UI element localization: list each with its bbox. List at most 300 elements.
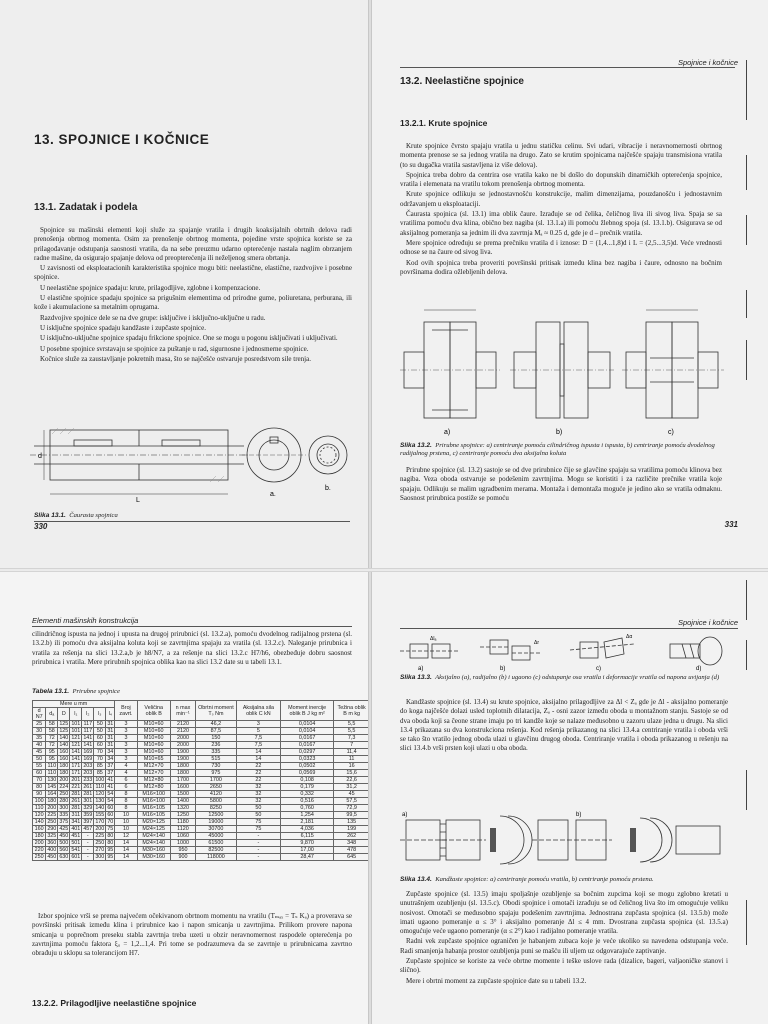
paragraph: U zavisnosti od eksploatacionih karakteristika spojnice mogu biti: neelastične, elastične, razdvojive i posebne spojnice. xyxy=(34,264,352,282)
table-cell: 41 xyxy=(107,777,114,783)
table-cell: 125 xyxy=(59,728,69,734)
table-cell: 281 xyxy=(71,805,81,811)
body-text xyxy=(34,226,352,365)
table-row xyxy=(33,826,370,833)
page-edge xyxy=(746,900,747,945)
page-edge xyxy=(746,770,747,810)
running-header: Elementi mašinskih konstrukcija xyxy=(32,616,139,625)
table-cell: 180 xyxy=(47,798,57,804)
table-cell: 22 xyxy=(236,763,280,770)
table-cell: M30×160 xyxy=(137,847,170,854)
table-cell: - xyxy=(236,833,280,840)
body-text xyxy=(32,630,352,668)
table-cell: 130 xyxy=(47,777,57,783)
table-cell: 1600 xyxy=(170,784,195,791)
paragraph: Zupčaste spojnice (sl. 13.5) imaju spoljašnje ozubljenje sa bočnim zupcima koji se mogu zglobno kretati u unutrašnjem ozubljenju (sl. 13.5.c). Obodi spojnice i omotači izrađuju se od čeličnog liva što im omogućuje veliku nosivost. Omotači se međusobno spajaju podešenim zavrtnjima. Jednostrana zupčasta spojnica (sl. 13.5.b) može imati ugaono pomeranje α ≤ 3° i aksijalno pomeranje Δl ≤ 4 mm. Dvostrana zupčasta spojnica (sl. 13.5.a) omogućuje veće ugaono pomeranje (α ≤ 2°) kao i radijalno pomeranje vratila. xyxy=(400,890,728,936)
table-cell: M24×125 xyxy=(137,826,170,833)
table-cell: 95 xyxy=(46,756,58,763)
table-cell: 225 xyxy=(95,833,105,839)
table-cell: 0,0569 xyxy=(281,770,334,777)
page-332 xyxy=(0,570,370,1024)
table-cell: 325 xyxy=(47,833,57,839)
chapter-title: 13. SPOJNICE I KOČNICE xyxy=(34,132,210,147)
table-cell: 6,115 xyxy=(281,833,334,840)
paragraph: U isključno-uključne spojnice spadaju frikcione spojnice. One se mogu u pogonu isključivati i uključivati. xyxy=(40,334,338,343)
table-cell: M12×70 xyxy=(137,770,170,777)
table-cell: 35 xyxy=(33,735,46,742)
fig-label: a) xyxy=(402,812,408,818)
table-cell: 46,2 xyxy=(196,721,237,728)
table-cell: 85 xyxy=(94,763,106,770)
page-331 xyxy=(370,0,768,570)
fig-label: c) xyxy=(596,666,601,672)
caption-text: Prirubne spojnice xyxy=(72,688,120,695)
table-cell: M12×80 xyxy=(137,784,170,791)
table-cell: 261 xyxy=(83,784,93,790)
table-cell: 200 xyxy=(95,826,105,832)
table-group-header: Mere u mm xyxy=(33,701,115,708)
table-cell: 1800 xyxy=(170,770,195,777)
table-cell: 250 xyxy=(59,791,69,797)
table-cell: 6 xyxy=(115,777,137,784)
table-cell: 140 xyxy=(95,805,105,811)
table-cell: 335 xyxy=(59,812,69,818)
table-cell: 360 xyxy=(47,840,57,846)
table-cell: 180 xyxy=(59,770,69,776)
table-header: l₂ xyxy=(82,708,94,721)
table-cell: 110 xyxy=(33,805,46,812)
table-cell: 950 xyxy=(170,847,195,854)
fig-label: Δα xyxy=(626,634,633,640)
table-cell: 425 xyxy=(59,826,69,832)
table-cell: 70 xyxy=(107,819,114,825)
table-cell: M10×60 xyxy=(137,728,170,735)
table-row xyxy=(33,721,370,728)
table-cell: 41 xyxy=(107,784,114,790)
table-cell: 60 xyxy=(94,742,106,749)
table-cell: 141 xyxy=(71,756,81,762)
table-cell: 31,2 xyxy=(334,784,370,791)
table-header: Obrtni moment Tₛ Nm xyxy=(196,701,237,721)
table-cell: 7,5 xyxy=(236,735,280,742)
table-cell: 130 xyxy=(95,798,105,804)
table-cell: 160 xyxy=(59,756,69,762)
table-cell: 125 xyxy=(59,721,69,727)
table-cell: M12×70 xyxy=(137,763,170,770)
paragraph: Zupčaste spojnice se koriste za veće obrtne momente i teške uslove rada (dizalice, bageri, valjaoničke stanovi i slično). xyxy=(400,957,728,975)
table-cell: 900 xyxy=(170,854,195,861)
table-cell: 19000 xyxy=(196,819,237,826)
table-cell: 630 xyxy=(59,854,69,860)
table-cell: 300 xyxy=(59,805,69,811)
table-cell: 203 xyxy=(83,770,93,776)
table-cell: 171 xyxy=(71,770,81,776)
table-row xyxy=(33,735,370,742)
table-cell: 515 xyxy=(196,756,237,763)
table-cell: 180 xyxy=(59,763,69,769)
table-row xyxy=(33,784,370,791)
table-cell: 110 xyxy=(47,763,57,769)
table-cell: 45 xyxy=(33,749,46,756)
table-cell: 60 xyxy=(107,812,114,818)
paragraph: U neelastične spojnice spadaju: krute, prilagodljive, zglobne i kompenzacione. xyxy=(40,283,261,292)
paragraph: Krute spojnice odlikuju se jednostavnošću konstrukcije, malim dimenzijama, pouzdanošću i jednostavnim održavanjem u eksploataciji. xyxy=(400,190,722,208)
table-cell: 1120 xyxy=(170,826,195,833)
table-cell: 1000 xyxy=(170,840,195,847)
table-cell: 975 xyxy=(196,770,237,777)
table-cell: 90 xyxy=(33,791,46,798)
table-cell: 140 xyxy=(59,735,69,741)
paragraph: U isključne spojnice spadaju kandžaste i zupčaste spojnice. xyxy=(40,323,207,332)
flange-coupling-figure xyxy=(400,300,730,440)
table-cell: - xyxy=(82,833,94,840)
table-cell: 75 xyxy=(236,819,280,826)
table-cell: 3 xyxy=(236,721,280,728)
table-cell: 40 xyxy=(33,742,46,749)
table-cell: 14 xyxy=(236,749,280,756)
table-cell: 450 xyxy=(47,854,57,860)
table-cell: 80 xyxy=(107,840,114,846)
caption-label: Slika 13.4. xyxy=(400,876,432,883)
table-cell: 0,332 xyxy=(281,791,334,798)
table-cell: 141 xyxy=(83,742,93,748)
header-rule xyxy=(400,67,735,68)
fig-label: b) xyxy=(500,666,506,672)
table-cell: M24×140 xyxy=(137,840,170,847)
footer-rule xyxy=(34,521,350,522)
table-cell: 0,0167 xyxy=(281,735,334,742)
table-cell: 95 xyxy=(46,749,58,756)
table-cell: 4 xyxy=(115,763,137,770)
running-header: Spojnice i kočnice xyxy=(677,618,738,627)
table-cell: 2120 xyxy=(170,721,195,728)
table-header: dₐ xyxy=(46,708,58,721)
claw-coupling-figure xyxy=(400,806,730,874)
table-cell: 10 xyxy=(115,819,137,826)
caption-label: Slika 13.2. xyxy=(400,442,432,449)
body-text-2 xyxy=(400,890,728,987)
table-cell: 1800 xyxy=(170,763,195,770)
table-cell: 478 xyxy=(334,847,370,854)
table-cell: 224 xyxy=(59,784,69,790)
section-heading: 13.2. Neelastične spojnice xyxy=(400,76,524,87)
caption-text: Prirubne spojnice: a) centriranje pomoću cilindričnog ispusta i ispusta, b) centriranje pomoću dvodelnog radijalnog prstena, c) centriranje pomoću dva aksijalna koluta xyxy=(400,442,715,457)
table-cell: 1700 xyxy=(196,777,237,784)
table-cell: 250 xyxy=(47,819,57,825)
table-cell: 3 xyxy=(115,749,137,756)
table-cell: 28,47 xyxy=(281,854,334,861)
table-cell: 34 xyxy=(107,756,114,762)
paragraph: Krute spojnice čvrsto spajaju vratila u jednu statičku celinu. Svi udari, vibracije i neravnomernosti obrtnog momenta prenose se sa jednog vratila na drugo. Zato se krutim spojnicama najčešće spajaju transmisiona vratila (to su dugačka vratila sastavljena iz više delova). xyxy=(400,142,722,169)
paragraph: Čaurasta spojnica (sl. 13.1) ima oblik čaure. Izrađuje se od čelika, čeličnog liva ili sivog liva. Spaja se sa vratilima pomoću dva klina, obično bez nagiba (sl. 13.1.a) ili pomoću žlebnog spoja (sl. 13.1.b). Osiguravа se od aksijalnog pomeranja sa jednim ili dva zavrtnja Mₐ ≈ 0.25 d, gde je d – prečnik vratila. xyxy=(400,210,722,237)
figure-label-c: c) xyxy=(668,429,674,436)
table-cell: 270 xyxy=(95,847,105,853)
page-edge xyxy=(746,155,747,190)
table-cell: 4120 xyxy=(196,791,237,798)
table-cell: 70 xyxy=(94,749,106,756)
figure-label-b: b) xyxy=(556,429,563,436)
book-gutter xyxy=(368,0,372,1024)
table-cell: M10×60 xyxy=(137,735,170,742)
table-cell: 400 xyxy=(47,847,57,853)
figure-caption xyxy=(400,674,730,682)
table-cell: 225 xyxy=(47,812,57,818)
table-cell: 14 xyxy=(236,756,280,763)
fig-label: Δlₐ xyxy=(430,636,437,642)
table-cell: 100 xyxy=(33,798,46,805)
table-cell: 601 xyxy=(71,854,81,860)
table-cell: 120 xyxy=(95,791,105,797)
table-cell: 95 xyxy=(107,847,114,853)
table-cell: 8 xyxy=(115,805,137,812)
table-cell: 45000 xyxy=(196,833,237,840)
flange-coupling-table xyxy=(32,700,370,861)
table-cell: 58 xyxy=(46,728,58,735)
figure-caption-2 xyxy=(400,876,730,884)
table-cell: 141 xyxy=(71,749,81,755)
table-row xyxy=(33,756,370,763)
table-cell: 135 xyxy=(334,819,370,826)
paragraph: Prirubne spojnice (sl. 13.2) sastoje se od dve prirubnice čije se glavčine spajaju sa vratilima pomoću klinova bez nagiba. Veza oboda ostvaruje se podešenim zavrtnjima. Mogu se koristiti i za različite prečnike vratila koje spajaju. Odlikuju se malim ugradbenim merama. Montaža i demontaža moguće je jedino ako se vratila odmaknu. Saosnost prirubnica postiže se pomoću xyxy=(400,466,722,502)
table-row xyxy=(33,749,370,756)
table-cell: 11 xyxy=(334,756,370,763)
table-cell: 50 xyxy=(94,721,106,728)
table-cell: 5,5 xyxy=(334,728,370,735)
table-header: Broj zavrt. xyxy=(115,701,137,721)
table-cell: 0,0502 xyxy=(281,763,334,770)
table-row xyxy=(33,833,370,840)
table-cell: M16×105 xyxy=(137,805,170,812)
table-cell: 8 xyxy=(115,798,137,805)
body-text xyxy=(400,698,728,755)
table-cell: 203 xyxy=(83,763,93,769)
header-rule xyxy=(32,626,352,627)
table-cell: 16 xyxy=(334,763,370,770)
table-cell: 57,5 xyxy=(334,798,370,805)
table-cell: 1500 xyxy=(170,791,195,798)
page-edge xyxy=(746,580,747,620)
table-cell: 170 xyxy=(95,819,105,825)
table-cell: 45 xyxy=(334,791,370,798)
table-cell: 55 xyxy=(33,763,46,770)
table-cell: - xyxy=(82,854,94,861)
table-cell: - xyxy=(82,840,94,847)
table-cell: 121 xyxy=(71,742,81,748)
page-330 xyxy=(0,0,370,570)
table-cell: 0,0104 xyxy=(281,728,334,735)
table-cell: - xyxy=(82,847,94,854)
table-cell: 5800 xyxy=(196,798,237,805)
table-cell: 200 xyxy=(59,777,69,783)
paragraph: Kod ovih spojnica treba proveriti površinski pritisak između klina bez nagiba i čaure, odnosno na bočnim površinama dodira ožlebljenih delova. xyxy=(400,258,722,276)
table-cell: 262 xyxy=(334,833,370,840)
header-rule xyxy=(400,628,738,629)
table-cell: 87,5 xyxy=(196,728,237,735)
section-heading: 13.2.2. Prilagodljive neelastične spojnice xyxy=(32,998,197,1008)
table-cell: 12500 xyxy=(196,812,237,819)
table-cell: 348 xyxy=(334,840,370,847)
running-header: Spojnice i kočnice xyxy=(677,58,738,67)
table-cell: 0,179 xyxy=(281,784,334,791)
caption-label: Slika 13.3. xyxy=(400,674,432,681)
table-cell: 150 xyxy=(196,735,237,742)
paragraph: Izbor spojnice vrši se prema najvećem očekivanom obrtnom momentu na vratilu (Tₘₐₓ = Tₛ Kₐ) a proverava se površinski pritisak između klina i prirubnice kao i napon smicanja u zavrtnjima. Prilikom provere napona smicanja u poprečnom preseku stabla zavrtnja treba uzeti u obzir neravnomernost raspodele opterećenja po zavrtnjima pomoću faktora ξᵤ = 1,2...1,4. Pri tome se podrazumeva da se zavrtnjе u prirubnicama zavrtno obrađuju u sklopu sa tolerancijom H7. xyxy=(32,912,352,958)
caption-text: Čaurasta spojnica xyxy=(69,512,118,519)
table-cell: 160 xyxy=(33,826,46,833)
table-cell: - xyxy=(236,840,280,847)
table-cell: 121 xyxy=(71,735,81,741)
table-cell: 1400 xyxy=(170,798,195,805)
table-cell: 22 xyxy=(236,770,280,777)
table-cell: 0,0104 xyxy=(281,721,334,728)
sleeve-coupling-figure xyxy=(30,412,350,508)
table-cell: 290 xyxy=(47,826,57,832)
table-cell: 450 xyxy=(59,833,69,839)
table-cell: 300 xyxy=(95,854,105,860)
table-cell: 169 xyxy=(83,749,93,755)
page-number: 331 xyxy=(724,520,738,529)
table-cell: 180 xyxy=(33,833,46,840)
paragraph: Spojnica treba dobro da centrira ose vratila kako ne bi došlo do dopunskih dinamičkih opterećenja spojnice, vratila i elemenata na vratilu tokom prenošenja obrtnog momenta. xyxy=(400,170,722,189)
table-cell: 1250 xyxy=(170,812,195,819)
table-cell: 140 xyxy=(59,742,69,748)
paragraph: Kočnice služe za zaustavljanje pokretnih masa, što se najčešće ostvaruje posredstvom sile trenja. xyxy=(40,354,311,363)
figure-label-a: a. xyxy=(270,491,276,498)
figure-caption xyxy=(34,512,118,520)
table-cell: 1180 xyxy=(170,819,195,826)
table-header: D xyxy=(58,708,70,721)
table-cell: 155 xyxy=(95,812,105,818)
table-header: l₁ xyxy=(70,708,82,721)
table-cell: 0,0167 xyxy=(281,742,334,749)
table-cell: 5,5 xyxy=(334,721,370,728)
subsection-heading: 13.2.1. Krute spojnice xyxy=(400,118,488,128)
table-cell: 451 xyxy=(71,833,81,839)
table-cell: 54 xyxy=(107,798,114,804)
page-edge xyxy=(746,215,747,245)
table-cell: 0,108 xyxy=(281,777,334,784)
table-cell: 169 xyxy=(83,756,93,762)
table-cell: 3 xyxy=(115,728,137,735)
table-cell: 200 xyxy=(47,805,57,811)
table-cell: 359 xyxy=(83,812,93,818)
table-cell: 31 xyxy=(107,721,114,727)
table-cell: 72,9 xyxy=(334,805,370,812)
table-cell: 10 xyxy=(115,812,137,819)
page-edge xyxy=(746,640,747,670)
table-cell: 1060 xyxy=(170,833,195,840)
table-header: l₄ xyxy=(106,708,115,721)
table-cell: 3 xyxy=(115,735,137,742)
table-cell: 280 xyxy=(59,798,69,804)
table-row xyxy=(33,777,370,784)
table-cell: 37 xyxy=(107,770,114,776)
table-cell: 85 xyxy=(94,770,106,777)
table-cell: M16×105 xyxy=(137,812,170,819)
table-cell: 120 xyxy=(33,812,46,819)
table-header: d N7 xyxy=(33,708,46,721)
table-cell: 50 xyxy=(94,728,106,735)
table-cell: M20×125 xyxy=(137,819,170,826)
table-cell: 645 xyxy=(334,854,370,861)
table-cell: 250 xyxy=(95,840,105,846)
table-cell: 7,5 xyxy=(236,742,280,749)
paragraph: Radni vek zupčaste spojnice ograničen je habanjem zubaca koje je veće ukoliko su navedena odstupanja veće. Radi smanjenja habanja prostor ozubljenja puni se mašću ili uljem uz odgovarajuće zaptivanje. xyxy=(400,937,728,955)
paragraph: Mere i obrtni moment za zupčaste spojnice date su u tabeli 13.2. xyxy=(406,976,587,985)
table-cell: 31 xyxy=(107,742,114,748)
table-header: Težina oblik B m kg xyxy=(334,701,370,721)
table-cell: M10×65 xyxy=(137,756,170,763)
table-cell: 99,5 xyxy=(334,812,370,819)
table-cell: 32 xyxy=(236,784,280,791)
table-cell: 236 xyxy=(196,742,237,749)
table-caption xyxy=(32,688,120,696)
table-row xyxy=(33,819,370,826)
body-text-2 xyxy=(32,912,352,959)
table-cell: 6 xyxy=(115,784,137,791)
table-cell: 95 xyxy=(107,854,114,860)
table-cell: 301 xyxy=(83,798,93,804)
table-cell: 221 xyxy=(71,784,81,790)
table-cell: - xyxy=(236,847,280,854)
table-cell: M12×80 xyxy=(137,777,170,784)
table-cell: 1900 xyxy=(170,756,195,763)
table-cell: 37 xyxy=(107,763,114,769)
table-cell: 80 xyxy=(33,784,46,791)
table-cell: 50 xyxy=(33,756,46,763)
table-cell: 70 xyxy=(94,756,106,763)
table-cell: 70 xyxy=(33,777,46,784)
table-cell: 329 xyxy=(83,805,93,811)
table-cell: 75 xyxy=(107,826,114,832)
table-header: Veličina oblik B xyxy=(137,701,170,721)
table-cell: 8250 xyxy=(196,805,237,812)
table-cell: 7 xyxy=(334,742,370,749)
table-cell: 110 xyxy=(95,784,105,790)
table-cell: 0,760 xyxy=(281,805,334,812)
table-cell: 201 xyxy=(71,777,81,783)
table-cell: 3 xyxy=(115,742,137,749)
table-cell: 30700 xyxy=(196,826,237,833)
table-cell: 75 xyxy=(236,826,280,833)
table-cell: 118000 xyxy=(196,854,237,861)
table-cell: - xyxy=(236,854,280,861)
table-cell: 10 xyxy=(115,826,137,833)
table-cell: 9,870 xyxy=(281,840,334,847)
table-cell: 60 xyxy=(107,805,114,811)
table-cell: 15,6 xyxy=(334,770,370,777)
table-cell: 2120 xyxy=(170,728,195,735)
table-row xyxy=(33,728,370,735)
table-row xyxy=(33,742,370,749)
table-cell: 101 xyxy=(71,728,81,734)
table-row xyxy=(33,763,370,770)
table-cell: 1320 xyxy=(170,805,195,812)
table-cell: 32 xyxy=(236,791,280,798)
table-cell: 457 xyxy=(83,826,93,832)
table-row xyxy=(33,791,370,798)
body-text xyxy=(400,142,722,278)
table-cell: 31 xyxy=(107,728,114,734)
table-cell: 401 xyxy=(71,826,81,832)
page-edge xyxy=(746,340,747,380)
table-cell: 54 xyxy=(107,791,114,797)
table-cell: 281 xyxy=(83,791,93,797)
table-header: Moment inercije oblik B J kg m² xyxy=(281,701,334,721)
table-cell: 261 xyxy=(71,798,81,804)
table-cell: 8 xyxy=(115,791,137,798)
table-row xyxy=(33,854,370,861)
